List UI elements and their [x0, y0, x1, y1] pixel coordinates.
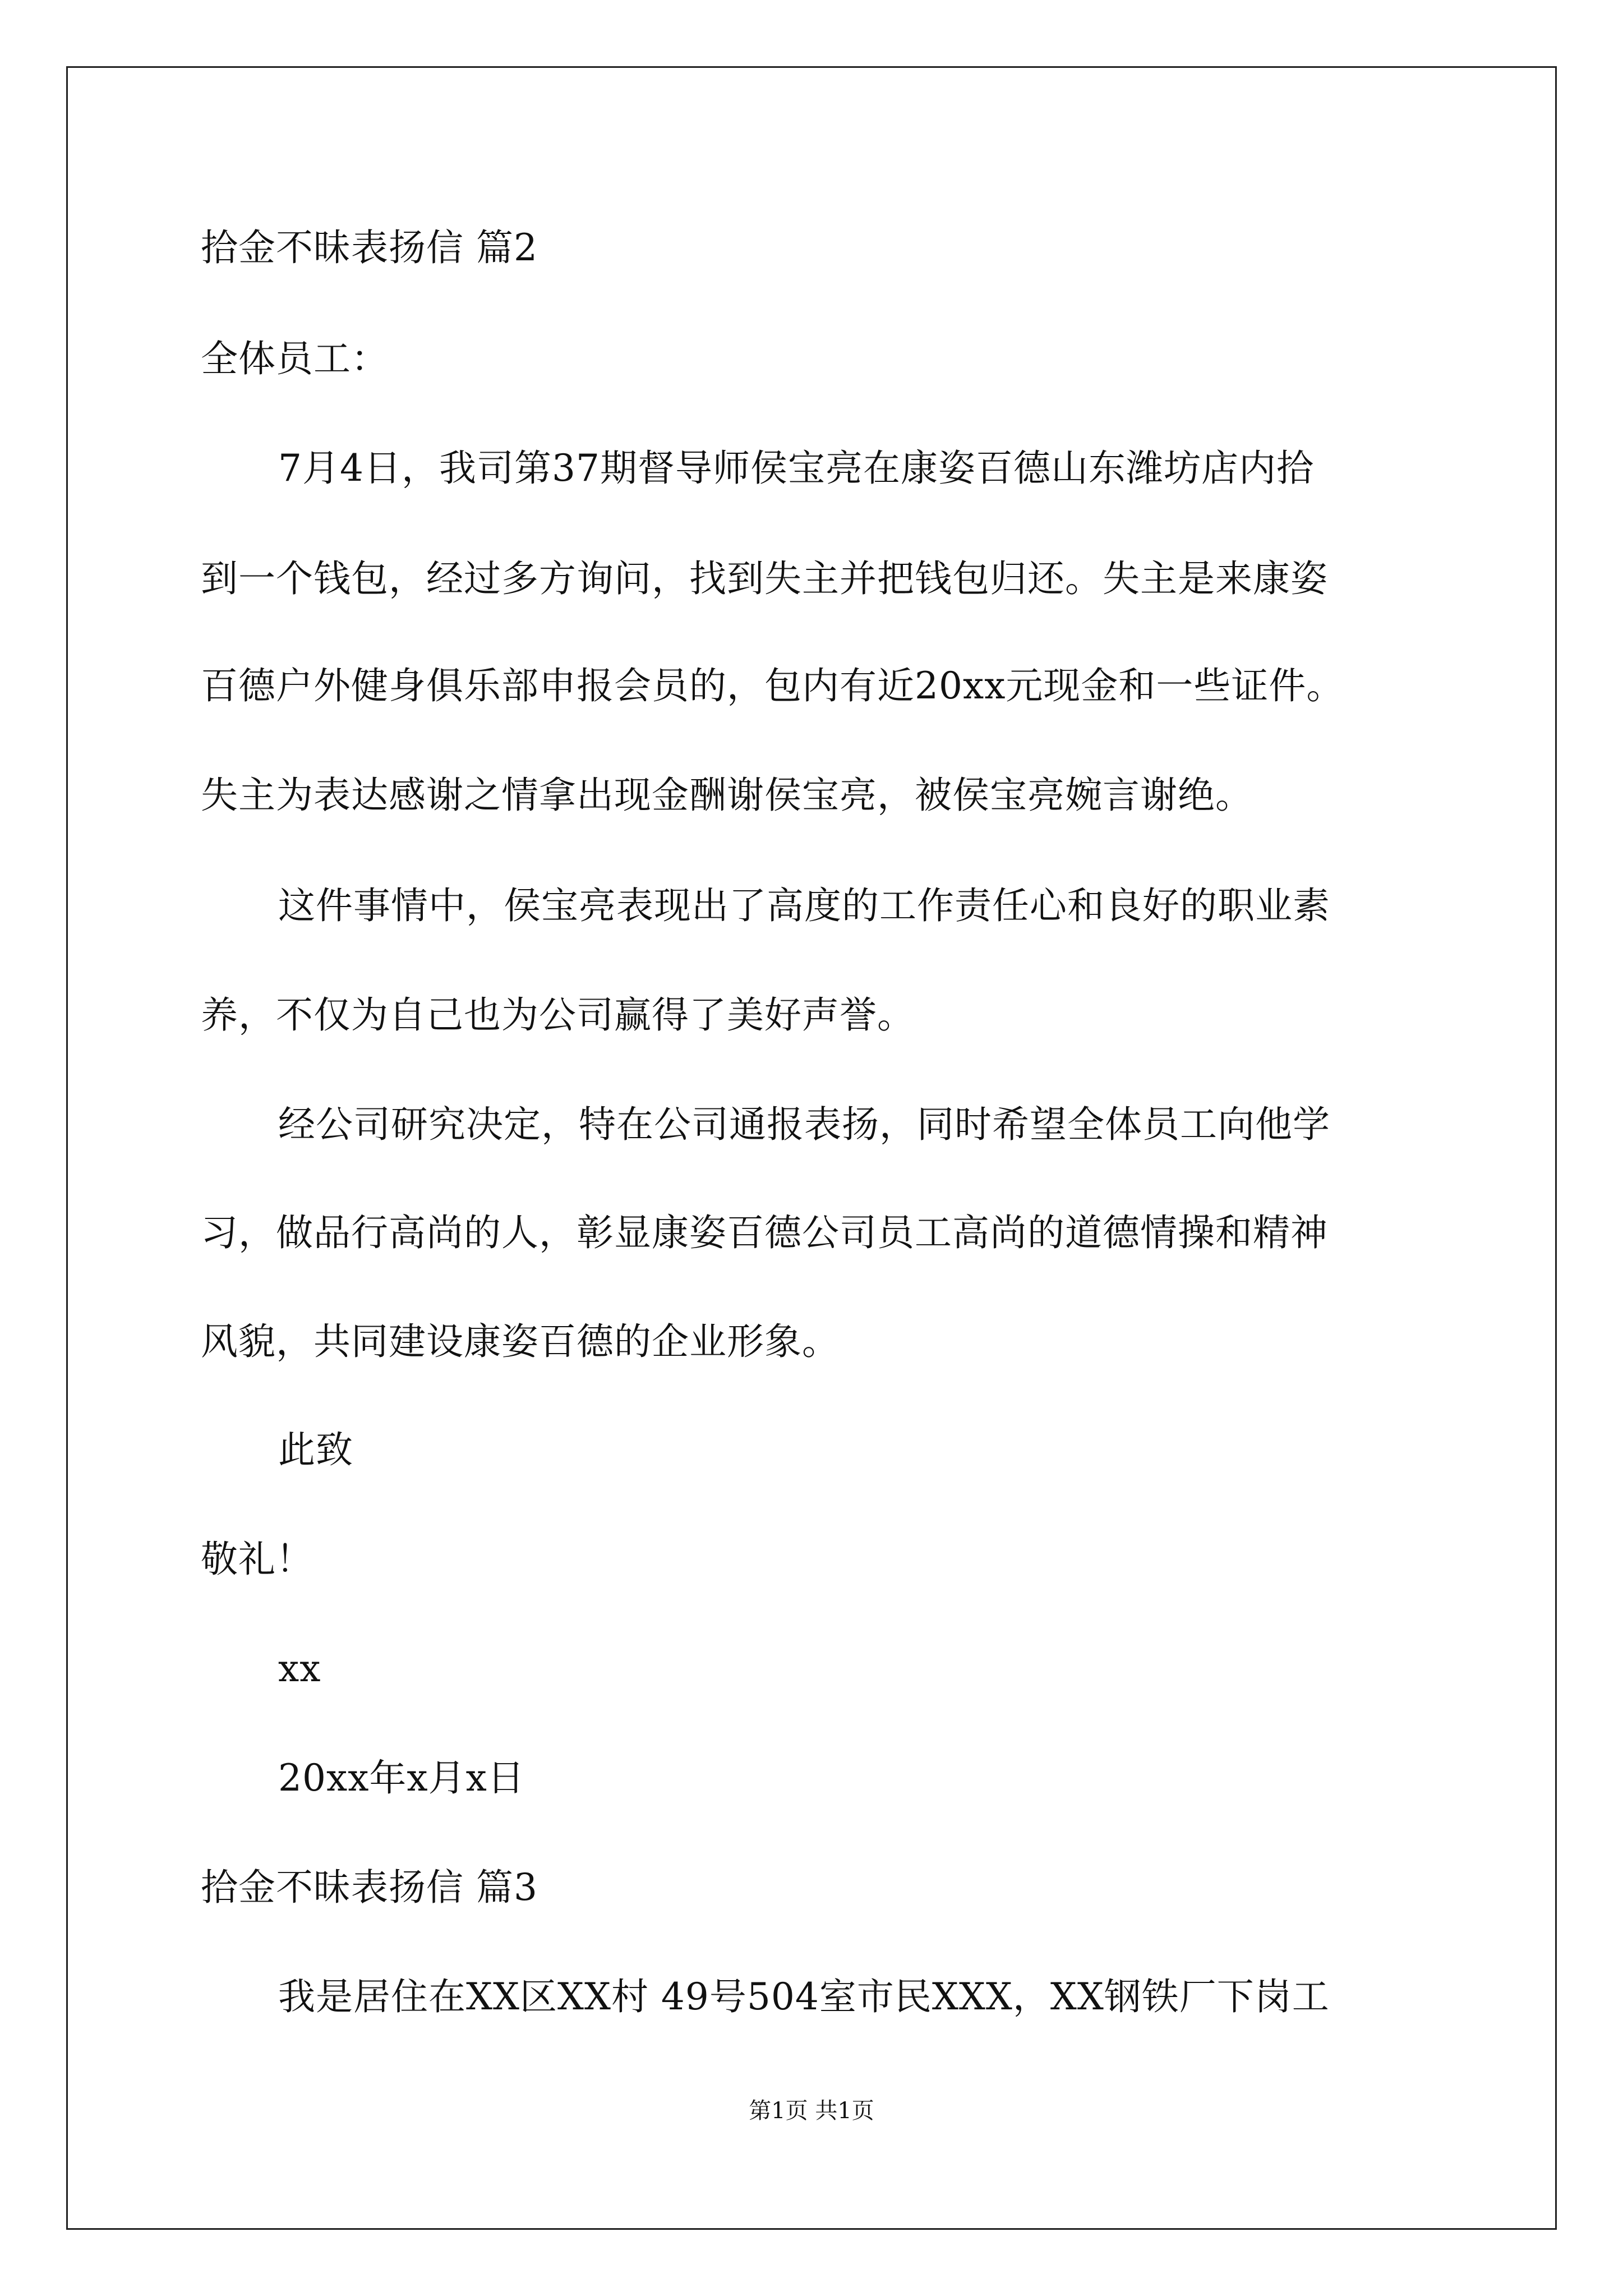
paragraph-line: 风貌，共同建设康姿百德的企业形象。 — [201, 1320, 840, 1363]
paragraph-line: 7月4日，我司第37期督导师侯宝亮在康姿百德山东潍坊店内拾 — [278, 447, 1314, 490]
paragraph-line: 我是居住在XX区XX村 49号504室市民XXX，XX钢铁厂下岗工 — [278, 1975, 1330, 2018]
paragraph-line: 养，不仅为自己也为公司赢得了美好声誉。 — [201, 993, 915, 1037]
closing-phrase: 此致 — [278, 1428, 353, 1471]
section-heading: 拾金不昧表扬信 篇3 — [201, 1866, 538, 1909]
date: 20xx年x月x日 — [278, 1756, 525, 1800]
paragraph-line: 到一个钱包，经过多方询问，找到失主并把钱包归还。失主是来康姿 — [201, 557, 1328, 600]
paragraph-line: 经公司研究决定，特在公司通报表扬，同时希望全体员工向他学 — [278, 1103, 1330, 1146]
section-heading: 拾金不昧表扬信 篇2 — [201, 226, 538, 269]
paragraph-line: 这件事情中，侯宝亮表现出了高度的工作责任心和良好的职业素 — [278, 884, 1330, 927]
closing-salute: 敬礼！ — [201, 1538, 313, 1581]
signature: xx — [278, 1647, 321, 1690]
paragraph-line: 失主为表达感谢之情拿出现金酬谢侯宝亮，被侯宝亮婉言谢绝。 — [201, 774, 1253, 817]
paragraph-line: 习，做品行高尚的人，彰显康姿百德公司员工高尚的道德情操和精神 — [201, 1211, 1328, 1254]
salutation: 全体员工： — [201, 337, 389, 380]
paragraph-line: 百德户外健身俱乐部申报会员的，包内有近20xx元现金和一些证件。 — [201, 664, 1344, 707]
page-footer: 第1页 共1页 — [749, 2098, 874, 2124]
